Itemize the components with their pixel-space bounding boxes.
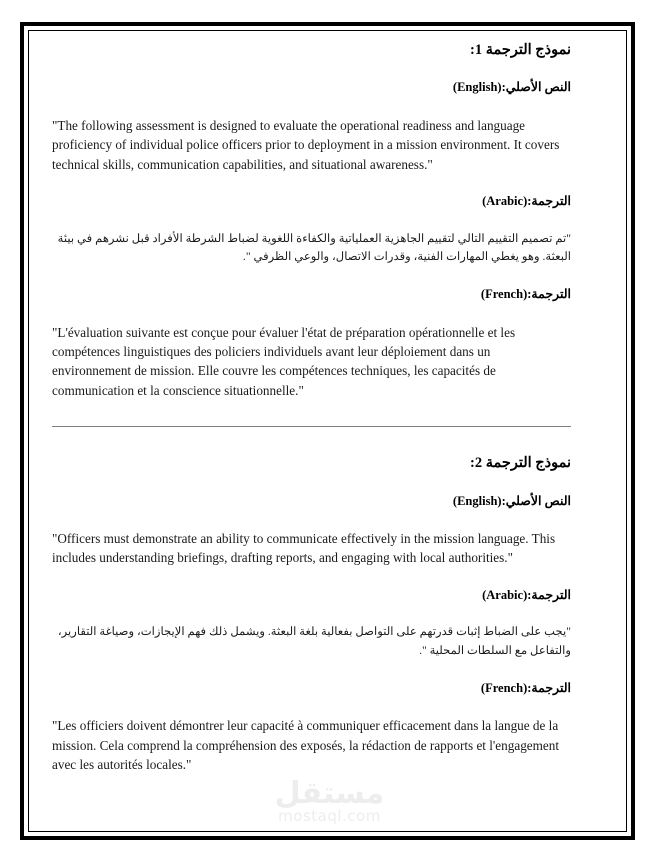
section-1-arabic-text: "تم تصميم التقييم التالي لتقييم الجاهزية العملياتية والكفاءة اللغوية لضباط الشرطة الأفراد قبل نشرهم في بيئة البعثة. وهو يغطي المهارات الفنية، وقدرات الاتصال، والوعي الظرفي ". [57,231,571,264]
section-1-source-label: النص الأصلي:(English) [452,80,571,95]
translation-section-2 [52,453,571,774]
spacer [52,174,571,193]
section-2-arabic-label: الترجمة:(Arabic) [482,587,571,602]
spacer [52,60,571,79]
spacer [52,510,571,529]
translation-section-1 [52,40,571,400]
section-1-arabic-label: الترجمة:(Arabic) [482,194,571,209]
section-1-source-text: "The following assessment is designed to evaluate the operational readiness and language proficiency of individual police officers prior to deployment in a mission environment. It covers technical skills, communication capabilities, and situational awareness." [52,117,560,172]
section-2-source-label: النص الأصلي:(English) [452,493,571,508]
spacer [52,211,571,230]
spacer [52,400,571,426]
spacer [52,267,571,286]
section-1-heading: نموذج الترجمة 1: [469,42,571,58]
spacer [52,604,571,623]
spacer [52,427,571,453]
section-2-source-text: "Officers must demonstrate an ability to communicate effectively in the mission language. This includes understanding briefings, drafting reports, and engaging with local authorities." [52,531,556,566]
document-content [52,40,571,775]
section-2-french-text: "Les officiers doivent démontrer leur capacité à communiquer efficacement dans la langue de la mission. Cela comprend la compréhension des exposés, la rédaction de rapports et l'engagement avec les autorités locales." [52,718,560,773]
spacer [52,697,571,716]
spacer [52,661,571,680]
spacer [52,304,571,323]
section-2-heading: نموذج الترجمة 2: [469,455,571,472]
section-2-french-label: الترجمة:(French) [480,680,571,695]
watermark-arabic-logo: مستقل [274,776,385,811]
watermark-domain-text: mostaql.com [278,806,381,825]
section-2-arabic-text: "يجب على الضباط إثبات قدرتهم على التواصل بفعالية بلغة البعثة. ويشمل ذلك فهم الإيجازات، وصياغة التقارير، والتفاعل مع السلطات المحلية ". [57,625,571,658]
spacer [52,474,571,493]
section-1-french-label: الترجمة:(French) [480,287,571,302]
spacer [52,568,571,587]
spacer [52,97,571,116]
section-1-french-text: "L'évaluation suivante est conçue pour évaluer l'état de préparation opérationnelle et les compétences linguistiques des policiers individuels avant leur déploiement dans un environnement de mission. Elle couvre les compétences techniques, les capacités de communication et la conscience situationnelle." [52,324,516,398]
